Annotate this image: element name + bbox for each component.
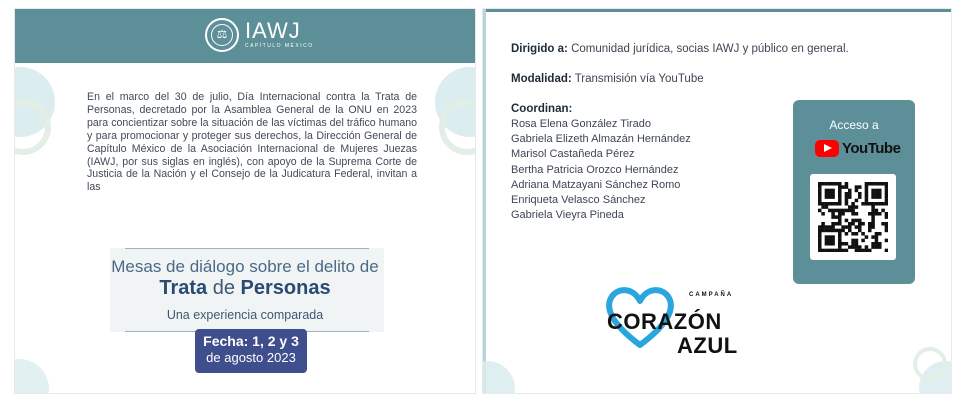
header-band bbox=[15, 9, 475, 63]
decorative-ring bbox=[913, 347, 947, 381]
audience-value: Comunidad jurídica, socias IAWJ y público en general. bbox=[567, 43, 849, 55]
list-item: Rosa Elena González Tirado bbox=[511, 118, 652, 130]
youtube-wordmark: YouTube bbox=[842, 140, 901, 157]
list-item: Marisol Castañeda Pérez bbox=[511, 148, 635, 161]
title-de: de bbox=[207, 277, 241, 299]
coordinators-label: Coordinan: bbox=[511, 103, 573, 115]
modality-label: Modalidad: bbox=[511, 73, 572, 85]
top-accent-bar bbox=[483, 9, 951, 12]
youtube-play-icon bbox=[815, 140, 839, 157]
iawj-logo bbox=[205, 18, 314, 52]
event-subtitle: Una experiencia comparada bbox=[166, 308, 324, 322]
event-title-line2 bbox=[15, 277, 475, 300]
date-line2: de agosto 2023 bbox=[206, 350, 296, 365]
date-line1: Fecha: 1, 2 y 3 bbox=[203, 333, 299, 349]
youtube-logo bbox=[815, 140, 900, 157]
audience-row bbox=[511, 43, 849, 55]
qr-code[interactable] bbox=[810, 174, 896, 260]
modality-row bbox=[511, 73, 704, 85]
logo-name: IAWJ bbox=[245, 18, 301, 43]
divider bbox=[125, 248, 369, 249]
invitation-left-panel bbox=[14, 8, 476, 394]
decorative-circle bbox=[14, 359, 49, 394]
invitation-right-panel bbox=[482, 8, 952, 394]
campaign-line1: CORAZÓN bbox=[607, 309, 722, 334]
list-item: Gabriela Elizeth Almazán Hernández bbox=[511, 133, 691, 146]
audience-label: Dirigido a: bbox=[511, 43, 568, 55]
coordinators-list bbox=[511, 117, 691, 223]
list-item: Gabriela Vieyra Pineda bbox=[511, 209, 624, 222]
campaign-line2: AZUL bbox=[677, 333, 738, 358]
logo-subtitle: CAPÍTULO MÉXICO bbox=[245, 43, 314, 49]
date-badge bbox=[195, 329, 307, 373]
event-title-line1: Mesas de diálogo sobre el delito de bbox=[111, 257, 379, 276]
youtube-access-card[interactable] bbox=[793, 100, 915, 284]
modality-value: Transmisión vía YouTube bbox=[571, 73, 704, 85]
title-trata: Trata bbox=[159, 277, 208, 299]
iawj-seal-icon: ⚖ bbox=[205, 18, 239, 52]
qr-code-graphic bbox=[818, 182, 888, 252]
campaign-label: CAMPAÑA bbox=[689, 292, 734, 298]
list-item: Bertha Patricia Orozco Hernández bbox=[511, 163, 679, 176]
title-personas: Personas bbox=[240, 277, 331, 299]
intro-paragraph: En el marco del 30 de julio, Día Internacional contra la Trata de Personas, decretado por la Asamblea General de la ONU en 2023 para concientizar sobre la situación de las víctimas del tráfico humano y para promocionar y proteger sus derechos, la Dirección General de Capítulo México de la Asociación Internacional de Mujeres Juezas (IAWJ, por sus siglas en inglés), con apoyo de la Suprema Corte de Justicia de la Nación y el Consejo de la Judicatura Federal, invitan a las bbox=[87, 91, 417, 194]
decorative-circle bbox=[482, 361, 515, 394]
list-item: Enriqueta Velasco Sánchez bbox=[511, 194, 646, 207]
access-title: Acceso a bbox=[829, 118, 879, 132]
list-item: Adriana Matzayani Sánchez Romo bbox=[511, 178, 681, 191]
left-accent-bar bbox=[483, 9, 486, 393]
